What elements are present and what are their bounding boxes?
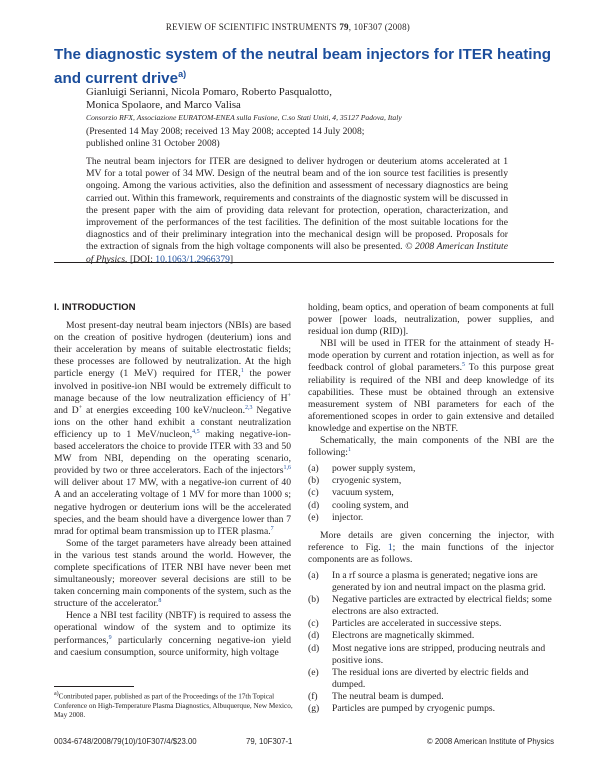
dates-line-1: (Presented 14 May 2008; received 13 May 2008; accepted 14 July 2008;: [86, 126, 365, 137]
list-item-label: (g): [308, 703, 320, 714]
right-column: [308, 302, 554, 721]
footer-copyright: © 2008 American Institute of Physics: [426, 737, 554, 746]
authors-line-1: Gianluigi Serianni, Nicola Pomaro, Roberto Pasqualotto,: [86, 86, 332, 98]
authors-line-2: Monica Spolaore, and Marco Valisa: [86, 99, 241, 112]
intro-paragraph-4: [308, 338, 554, 435]
list-item-label: (b): [308, 594, 320, 606]
intro-paragraph-3-cont: holding, beam optics, and operation of beam components at full power [power loads, neutralization, power supplies, and residual ion dump (RID)].: [308, 302, 554, 338]
intro-paragraph-2: [54, 538, 291, 611]
footer-issn: 0034-6748/2008/79(10)/10F307/4/$23.00: [54, 737, 197, 746]
running-head: [166, 22, 410, 32]
list-item-text: The residual ions are diverted by electric fields and dumped.: [332, 666, 529, 690]
list-item-text: injector.: [332, 511, 364, 523]
list-item-label: (d): [308, 630, 320, 642]
footnote-mark: a): [54, 691, 59, 697]
intro-paragraph-1: [54, 320, 291, 538]
journal-name: REVIEW OF SCIENTIFIC INSTRUMENTS: [165, 22, 337, 32]
functions-list: [308, 570, 554, 715]
affiliation: Consorzio RFX, Associazione EURATOM-ENEA sulla Fusione, C.so Stati Uniti, 4, 35127 Padova, Italy: [86, 113, 402, 122]
list-item-label: (e): [308, 666, 319, 678]
function-list-item: [308, 703, 554, 715]
intro-paragraph-6: [308, 530, 554, 566]
doi-prefix: [DOI:: [129, 253, 156, 265]
list-item-label: (c): [308, 487, 319, 499]
text-run: Most present-day neutral beam injectors (NBIs) are based on the creation of positive hydrogen (deuterium) ions and their acceleration by means of suitable electrostatic fields; these processes are followed by neutralization. At the high particle energy (1 MeV) required for ITER,: [54, 320, 291, 380]
left-column: [54, 302, 291, 659]
text-run: making negative-ion-based accelerators the choice to provide ITER with 33 and 50 MW from NBI, depending on the operating scenario, provided by two or three accelerators. Each of the injectors: [54, 428, 291, 477]
doi-link[interactable]: 10.1063/1.2966379: [155, 253, 230, 265]
text-run: To this purpose great reliability is required of the NBI and deep knowledge of its capabilities. These must be obtained through an extensive measurement system of NBI parameters for each of the aforementioned scopes in order to gain extensive and detailed knowledge and expertise on the NBTF.: [308, 362, 554, 434]
function-list-item: [308, 570, 554, 594]
footnote-divider: [54, 686, 134, 687]
list-item-text: Most negative ions are stripped, producing neutrals and positive ions.: [332, 642, 546, 666]
component-list-item: [308, 500, 554, 512]
components-list: [308, 463, 554, 523]
list-item-label: (f): [308, 690, 318, 702]
citation-link[interactable]: 5: [462, 362, 466, 369]
title-footnote-mark[interactable]: a): [178, 68, 187, 79]
publication-dates: [86, 126, 416, 150]
text-run: NBI will be used in ITER for the attainment of steady H-mode operation by current and rotation injection, as well as for feedback control of global parameters.: [308, 338, 554, 374]
intro-paragraph-3: [54, 610, 291, 658]
text-run: will deliver about 17 MW, with a negative-ion current of 40 A and an accelerating voltage of 1 MV for more than 1000 s; negative hydrogen or deuterium ions will be the accelerated species, and the beam should have a divergence lower than 7 mrad for optimal beam transmission up to ITER plasma.: [54, 477, 291, 537]
author-list: [86, 86, 466, 112]
component-list-item: [308, 512, 554, 524]
intro-paragraph-5: [308, 435, 554, 459]
text-run: at energies exceeding 100 keV/nucleon.: [82, 404, 245, 416]
footer-page-id: 79, 10F307-1: [246, 737, 293, 746]
list-item-label: (a): [308, 463, 319, 475]
text-run: Some of the target parameters have already been attained in the various test stands around the world. However, the complete specifications of ITER NBI have never been met simultaneously; moreover several decisions are still to be taken concerning main components of the system, such as the structure of the accelerator.: [54, 537, 291, 610]
function-list-item: [308, 594, 554, 618]
doi-suffix: ]: [229, 253, 234, 265]
text-run: the power involved in positive-ion NBI would be extremely difficult to manage because of the low neutralization efficiency of H: [54, 368, 291, 404]
citation-link[interactable]: 9: [108, 634, 112, 641]
list-item-text: The neutral beam is dumped.: [332, 690, 444, 702]
list-item-label: (b): [308, 475, 320, 487]
list-item-label: (e): [308, 511, 319, 523]
component-list-item: [308, 475, 554, 487]
citation-link[interactable]: 8: [158, 598, 162, 605]
function-list-item: [308, 618, 554, 630]
citation-link[interactable]: 1: [240, 368, 244, 375]
list-item-text: power supply system,: [332, 463, 416, 475]
citation-link[interactable]: 1,6: [283, 465, 291, 472]
superscript-plus: +: [78, 404, 83, 411]
list-item-text: Particles are accelerated in successive steps.: [332, 618, 502, 630]
text-run: Hence a NBI test facility (NBTF) is required to assess the operational window of the system and to optimize its performances,: [54, 610, 291, 646]
function-list-item: [308, 667, 554, 691]
list-item-label: (c): [308, 618, 319, 630]
list-item-label: (a): [308, 569, 319, 581]
dates-line-2: published online 31 October 2008): [86, 138, 220, 149]
function-list-item: [308, 630, 554, 642]
citation-link[interactable]: 7: [270, 525, 274, 532]
component-list-item: [308, 487, 554, 499]
abstract-divider: [54, 262, 554, 263]
title-text: The diagnostic system of the neutral beam injectors for ITER heating and current drive: [54, 46, 552, 87]
text-run: Schematically, the main components of the NBI are the following:: [308, 435, 554, 459]
citation-link[interactable]: 1: [347, 446, 351, 453]
text-run: particularly concerning negative-ion yield and caesium consumption, source uniformity, high voltage: [54, 634, 291, 658]
article-id: , 10F307 (2008): [348, 22, 410, 32]
text-run: More details are given concerning the injector, with reference to Fig.: [308, 529, 554, 553]
text-run: Negative ions on the other hand exhibit a constant neutralization efficiency up to 1 MeV/nucleon,: [54, 404, 291, 440]
figure-link[interactable]: 1: [387, 541, 393, 553]
footnote-text: Contributed paper, published as part of the Proceedings of the 17th Topical Conference on High-Temperature Plasma Diagnostics, Albuquerque, New Mexico, May 2008.: [54, 692, 293, 719]
function-list-item: [308, 643, 554, 667]
list-item-label: (d): [308, 642, 320, 654]
function-list-item: [308, 691, 554, 703]
list-item-text: Negative particles are extracted by electrical fields; some electrons are also extracted.: [332, 594, 552, 618]
list-item-text: cryogenic system,: [332, 475, 402, 487]
list-item-text: In a rf source a plasma is generated; negative ions are generated by ion and neutral impact on the plasma grid.: [332, 569, 546, 594]
abstract: [86, 156, 508, 266]
list-item-label: (d): [308, 499, 320, 511]
list-item-text: Electrons are magnetically skimmed.: [332, 630, 475, 642]
text-run: ; the main functions of the injector components are as follows.: [308, 541, 554, 565]
citation-link[interactable]: 4,5: [192, 428, 200, 435]
footnote: [54, 690, 294, 720]
component-list-item: [308, 463, 554, 475]
list-item-text: Particles are pumped by cryogenic pumps.: [332, 703, 496, 714]
paper-title: [54, 46, 554, 88]
text-run: and D: [54, 404, 79, 416]
list-item-text: vacuum system,: [332, 487, 394, 499]
superscript-plus: +: [287, 392, 291, 399]
journal-volume: 79: [339, 22, 349, 32]
list-item-text: cooling system, and: [332, 499, 409, 511]
abstract-text: The neutral beam injectors for ITER are designed to deliver hydrogen or deuterium atoms accelerated at 1 MV for a total power of 34 MW. Design of the neutral beam and of the ion source test facilities is presently ongoing. Among the various activities, also the definition and assessment of necessary diagnostics are being carried out. Within this framework, requirements and constraints of the diagnostic system will be discussed in the present paper with the aim of providing data relevant for protection, operation, characterization, and improvement of the performances of the test facilities. The definition of the most suitable locations for the diagnostics and of their preliminary integration into the mechanical design will be proposed. Proposals for the extraction of signals from the high voltage components will also be presented.: [86, 156, 508, 253]
copyright-notice: © 2008 American Institute of Physics.: [86, 241, 508, 265]
citation-link[interactable]: 2,3: [244, 404, 253, 411]
section-heading: I. INTRODUCTION: [54, 302, 136, 313]
